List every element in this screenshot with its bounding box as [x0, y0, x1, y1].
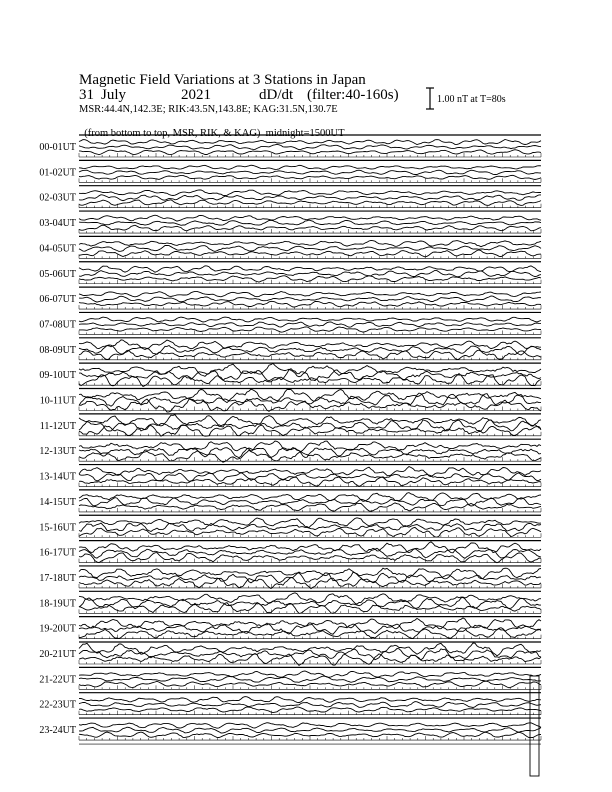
scale-bar-label: 1.00 nT at T=80s [437, 94, 506, 105]
trace-rik [79, 220, 541, 225]
quantity: dD/dt [259, 87, 294, 103]
trace-rik [79, 144, 541, 149]
row-label: 01-02UT [39, 167, 76, 179]
trace-rik [79, 727, 541, 733]
row-label: 18-19UT [39, 598, 76, 610]
row-label: 03-04UT [39, 218, 76, 230]
month: July [101, 87, 127, 103]
chart-title: Magnetic Field Variations at 3 Stations in Japan [79, 72, 366, 88]
trace-kag [79, 140, 541, 145]
trace-kag [79, 240, 541, 246]
trace-kag [79, 363, 541, 376]
trace-rik [79, 345, 541, 355]
trace-kag [79, 643, 541, 656]
filter: (filter:40-160s) [307, 87, 399, 103]
row-label: 09-10UT [39, 370, 76, 382]
trace-msr [79, 276, 541, 282]
row-label: 21-22UT [39, 674, 76, 686]
order-note: (from bottom to top, MSR, RIK, & KAG) [84, 127, 261, 139]
trace-rik [79, 572, 541, 583]
row-label: 17-18UT [39, 572, 76, 584]
row-label: 06-07UT [39, 294, 76, 306]
trace-kag [79, 697, 541, 703]
day: 31 [79, 87, 94, 103]
row-label: 19-20UT [39, 623, 76, 635]
trace-kag [79, 317, 541, 322]
trace-kag [79, 671, 541, 677]
trace-rik [79, 195, 541, 201]
midnight-note: midnight=1500UT [265, 127, 345, 139]
row-label: 07-08UT [39, 319, 76, 331]
station-coordinates: MSR:44.4N,142.3E; RIK:43.5N,143.8E; KAG:31.5N,130.7E [79, 104, 338, 115]
trace-kag [79, 291, 541, 296]
trace-rik [79, 702, 541, 708]
trace-rik [79, 322, 541, 327]
row-label: 12-13UT [39, 446, 76, 458]
trace-kag [79, 518, 541, 528]
row-label: 08-09UT [39, 344, 76, 356]
row-label: 04-05UT [39, 243, 76, 255]
trace-kag [79, 723, 541, 729]
row-label: 15-16UT [39, 522, 76, 534]
row-label: 20-21UT [39, 649, 76, 660]
row-label: 10-11UT [39, 395, 76, 407]
trace-rik [79, 523, 541, 531]
row-label: 00-01UT [39, 142, 76, 153]
row-label: 14-15UT [39, 496, 76, 508]
trace-rik [79, 270, 541, 277]
row-label: 16-17UT [39, 547, 76, 559]
trace-rik [79, 676, 541, 682]
trace-kag [79, 415, 541, 427]
year: 2021 [181, 87, 211, 103]
row-label: 13-14UT [39, 471, 76, 483]
trace-rik [79, 498, 541, 506]
trace-kag [79, 542, 541, 553]
trace-kag [79, 340, 541, 350]
trace-kag [79, 165, 541, 169]
row-label: 23-24UT [39, 725, 76, 737]
trace-kag [79, 467, 541, 477]
trace-rik [79, 170, 541, 174]
trace-kag [79, 190, 541, 196]
trace-rik [79, 245, 541, 251]
trace-rik [79, 296, 541, 302]
row-label: 22-23UT [39, 699, 76, 711]
row-label: 02-03UT [39, 192, 76, 204]
row-label: 11-12UT [39, 420, 76, 432]
row-label: 05-06UT [39, 268, 76, 280]
